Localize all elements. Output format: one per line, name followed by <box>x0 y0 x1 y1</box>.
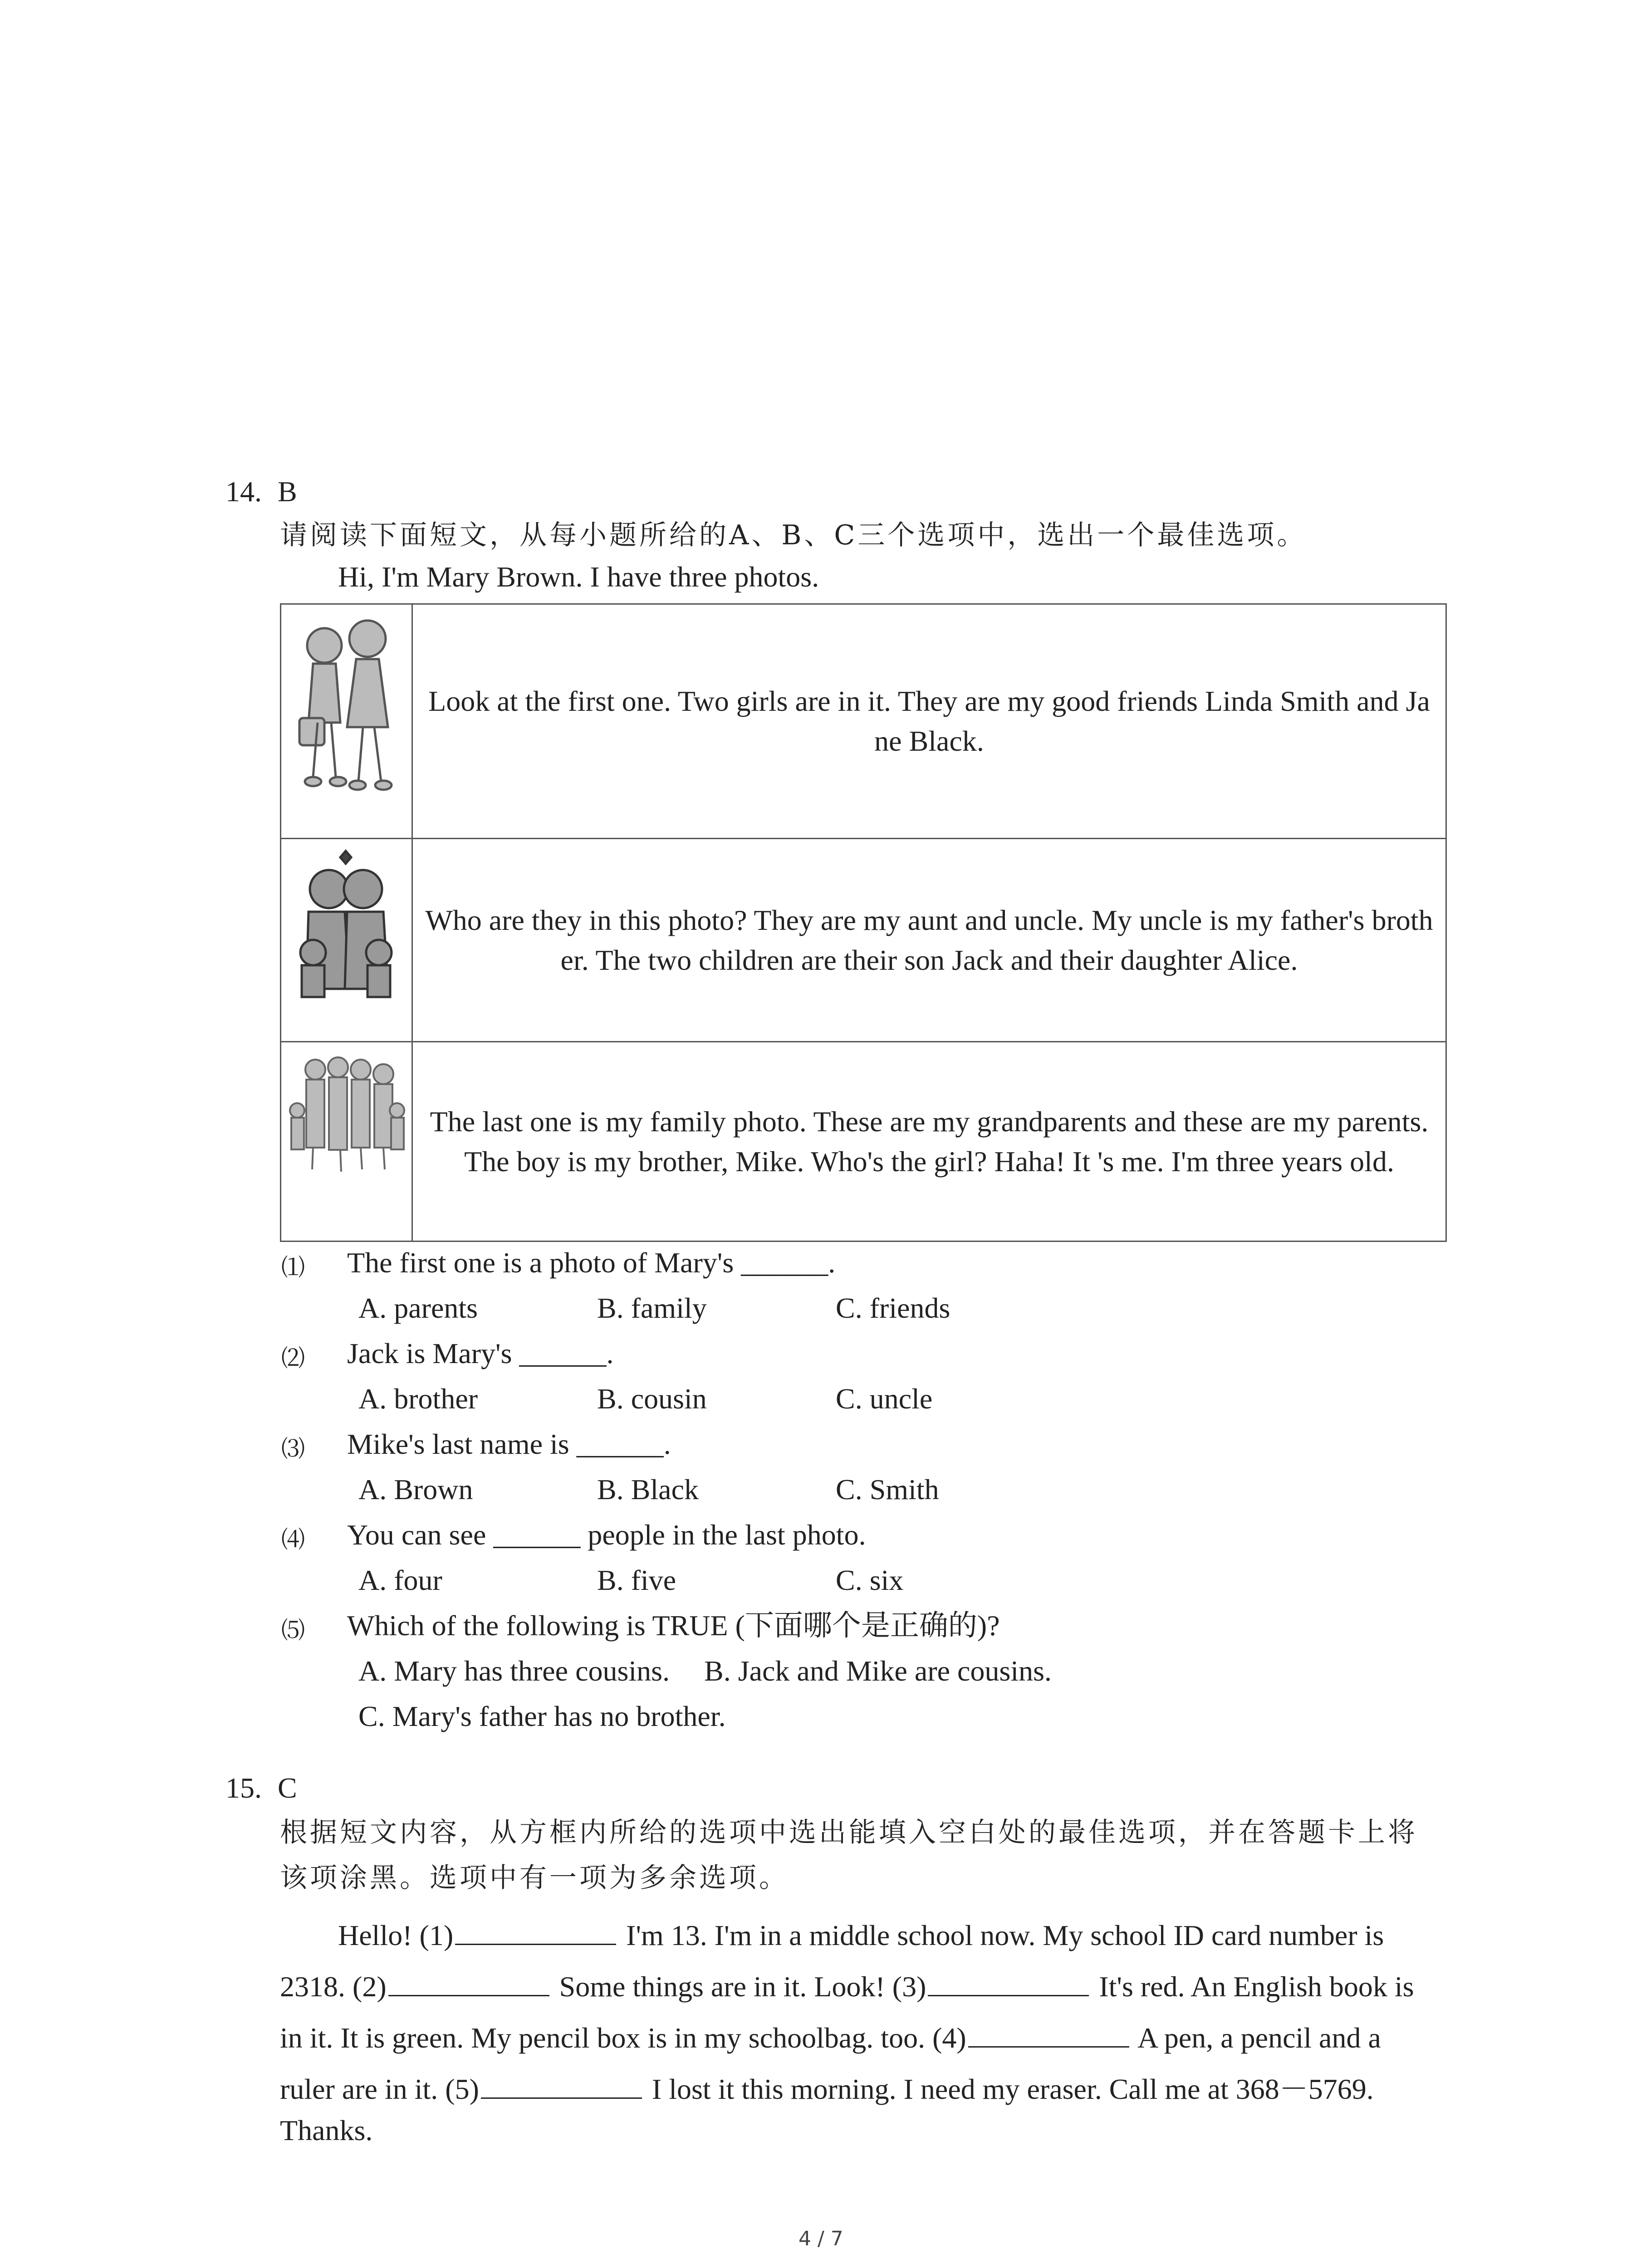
q14-sub5-option-c: C. Mary's father has no brother. <box>358 1700 726 1732</box>
passage-text: I'm 13. I'm in a middle school now. My school ID card number is <box>619 1919 1384 1951</box>
passage-text: ruler are in it. (5) <box>280 2073 479 2105</box>
photo-row-1 <box>281 605 1445 838</box>
q14-answer-letter: B <box>278 475 297 508</box>
blank-2[interactable] <box>388 1968 549 1996</box>
q14-sub4-option-a: A. four <box>358 1564 442 1596</box>
q15-passage-line-1 <box>338 1916 1384 1950</box>
blank-1[interactable] <box>455 1916 616 1945</box>
q15-passage-line-5: Thanks. <box>280 2114 373 2146</box>
photo-aunt-uncle-family <box>281 839 413 1041</box>
passage-text: Hello! (1) <box>338 1919 454 1951</box>
q14-instruction: 请阅读下面短文，从每小题所给的A、B、C三个选项中，选出一个最佳选项。 <box>280 519 1307 551</box>
q15-instruction-line-2: 该项涂黑。选项中有一项为多余选项。 <box>280 1862 789 1894</box>
q14-sub2-number: ⑵ <box>281 1346 305 1372</box>
photo-1-text: Look at the first one. Two girls are in it. They are my good friends Linda Smith and Jane Black. <box>428 685 1430 757</box>
photo-two-girls <box>281 605 413 838</box>
q14-sub3-option-c: C. Smith <box>836 1473 939 1505</box>
q14-sub4-stem: You can see ______ people in the last photo. <box>347 1519 866 1551</box>
q15-number: 15. <box>225 1772 262 1804</box>
photo-2-text: Who are they in this photo? They are my aunt and uncle. My uncle is my father's brother. The two children are their son Jack and their daughter Alice. <box>425 904 1433 976</box>
q15-passage-line-4 <box>280 2070 1374 2104</box>
passage-text: in it. It is green. My pencil box is in my schoolbag. too. (4) <box>280 2022 966 2054</box>
q14-sub3-stem: Mike's last name is ______. <box>347 1428 671 1460</box>
q15-instruction-line-1: 根据短文内容，从方框内所给的选项中选出能填入空白处的最佳选项，并在答题卡上将 <box>280 1817 1418 1848</box>
q14-sub5-number: ⑸ <box>281 1618 305 1644</box>
q15-answer-letter: C <box>278 1772 297 1804</box>
q14-sub1-option-b: B. family <box>597 1292 707 1324</box>
q14-sub3-option-b: B. Black <box>597 1473 699 1505</box>
q14-sub5-option-b: B. Jack and Mike are cousins. <box>704 1655 1052 1687</box>
q14-sub2-option-a: A. brother <box>358 1383 478 1415</box>
passage-text: A pen, a pencil and a <box>1132 2022 1381 2054</box>
q14-number: 14. <box>225 475 262 508</box>
q14-sub2-stem: Jack is Mary's ______. <box>347 1337 614 1369</box>
q14-sub1-stem: The first one is a photo of Mary's ______. <box>347 1246 836 1279</box>
q14-sub3-option-a: A. Brown <box>358 1473 473 1505</box>
page-number: 4 / 7 <box>798 2227 843 2250</box>
photo-table <box>280 603 1447 1242</box>
passage-text: It's red. An English book is <box>1092 1970 1414 2003</box>
q14-sub5-option-a: A. Mary has three cousins. <box>358 1655 670 1687</box>
photo-family <box>281 1042 413 1241</box>
q15-passage-line-3 <box>280 2019 1381 2053</box>
q14-sub5-stem: Which of the following is TRUE (下面哪个是正确的)? <box>347 1609 1000 1642</box>
blank-4[interactable] <box>968 2019 1129 2048</box>
q14-sub4-number: ⑷ <box>281 1527 305 1553</box>
q14-sub1-option-c: C. friends <box>836 1292 950 1324</box>
photo-row-3 <box>281 1041 1445 1241</box>
q14-sub2-option-b: B. cousin <box>597 1383 707 1415</box>
q14-sub2-option-c: C. uncle <box>836 1383 933 1415</box>
photo-3-text: The last one is my family photo. These are my grandparents and these are my parents. The boy is my brother, Mike. Who's the girl? Haha! It 's me. I'm three years old. <box>430 1105 1429 1178</box>
passage-text: I lost it this morning. I need my eraser. Call me at 368－5769. <box>644 2073 1374 2105</box>
q15-passage-line-2 <box>280 1968 1414 2001</box>
passage-text: 2318. (2) <box>280 1970 387 2003</box>
passage-text: Some things are in it. Look! (3) <box>552 1970 926 2003</box>
blank-3[interactable] <box>928 1968 1089 1996</box>
q14-intro: Hi, I'm Mary Brown. I have three photos. <box>338 561 819 593</box>
q14-sub4-option-b: B. five <box>597 1564 676 1596</box>
q14-sub1-option-a: A. parents <box>358 1292 478 1324</box>
q14-sub3-number: ⑶ <box>281 1437 305 1462</box>
q14-sub1-number: ⑴ <box>281 1255 305 1281</box>
photo-row-2 <box>281 838 1445 1041</box>
blank-5[interactable] <box>481 2070 642 2099</box>
q14-sub4-option-c: C. six <box>836 1564 904 1596</box>
